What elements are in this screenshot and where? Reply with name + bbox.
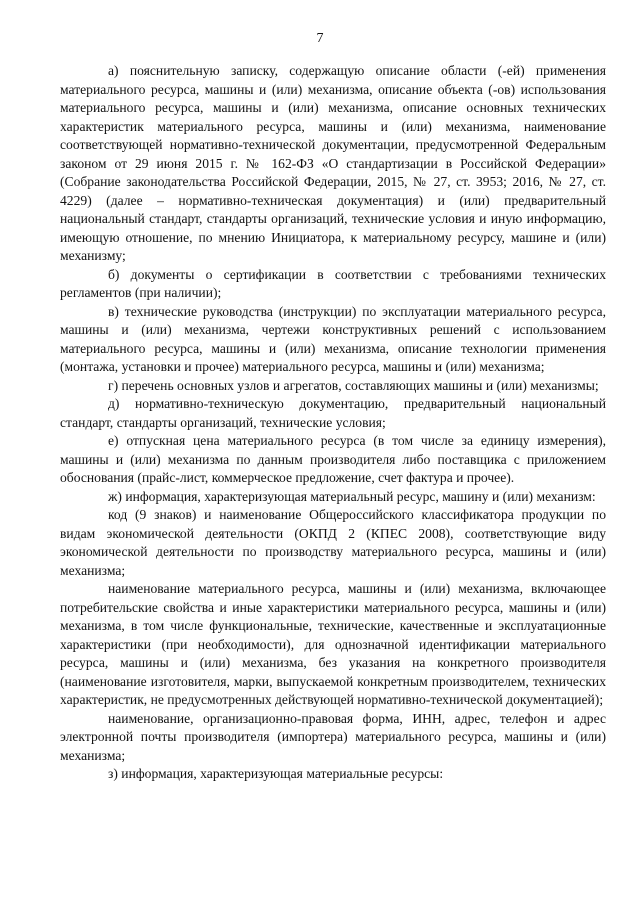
paragraph-g-units-list: г) перечень основных узлов и агрегатов, составляющих машины и (или) механизмы;	[108, 377, 599, 393]
paragraph-a-explanatory-note: а) пояснительную записку, содержащую описание области (-ей) применения материального ресурса, машины и (или) механизма, описание объекта (-ов) использования материального ресурса, машины и (или) механизма, описание основных технических характеристик материального ресурса, машины и (или) механизма, наименование соответствующей нормативно-технической документации, предусмотренной Федеральным законом от 29 июня 2015 г. № 162-ФЗ «О стандартизации в Российской Федерации» (Собрание законодательства Российской Федерации, 2015, № 27, ст. 3953; 2016, № 27, ст. 4229) (далее – нормативно-техническая документация) и (или) предварительный национальный стандарт, стандарты организаций, технические условия и иную информацию, имеющую отношение, по мнению Инициатора, к материальному ресурсу, машине и (или) механизму;	[60, 63, 606, 263]
paragraph-d-technical-documentation: д) нормативно-техническую документацию, предварительный национальный стандарт, стандарты организаций, технические условия;	[60, 396, 606, 430]
paragraph-z-materials-info: з) информация, характеризующая материальные ресурсы:	[108, 766, 444, 781]
paragraph-okpd-code: код (9 знаков) и наименование Общероссийского классификатора продукции по видам экономической деятельности (ОКПД 2 (КПЕС 2008), соответствующие виду экономической деятельности по производству материального ресурса, машины и (или) механизма;	[60, 507, 606, 578]
paragraph-b-certification-documents: б) документы о сертификации в соответствии с требованиями технических регламентов (при наличии);	[60, 266, 606, 300]
paragraph-resource-name: наименование материального ресурса, машины и (или) механизма, включающее потребительские свойства и иные характеристики материального ресурса, машины и (или) механизма, в том числе функциональные, технические, качественные и эксплуатационные характеристики (при необходимости), для однозначной идентификации материального ресурса, машины и (или) механизма, без указания на конкретного производителя (наименование изготовителя, марки, выпускаемой конкретным производителем, технических характеристик, не предусмотренных действующей нормативно-технической документацией);	[60, 581, 606, 707]
document-body	[60, 62, 606, 784]
paragraph-manufacturer-info: наименование, организационно-правовая форма, ИНН, адрес, телефон и адрес электронной почты производителя (импортера) материального ресурса, машины и (или) механизма;	[60, 710, 606, 763]
paragraph-e-selling-price: е) отпускная цена материального ресурса (в том числе за единицу измерения), машины и (или) механизма по данным производителя либо поставщика с приложением обоснования (прайс-лист, коммерческое предложение, счет фактура и прочее).	[60, 433, 606, 485]
paragraph-zh-information: ж) информация, характеризующая материальный ресурс, машину и (или) механизм:	[108, 488, 596, 504]
page-number: 7	[316, 31, 324, 46]
paragraph-v-technical-manuals: в) технические руководства (инструкции) по эксплуатации материального ресурса, машины и (или) механизма, чертежи конструктивных решений с использованием материального ресурса, машины и (или) механизма, описание технологии применения (монтажа, установки и прочее) материального ресурса, машины и (или) механизма;	[60, 303, 606, 374]
